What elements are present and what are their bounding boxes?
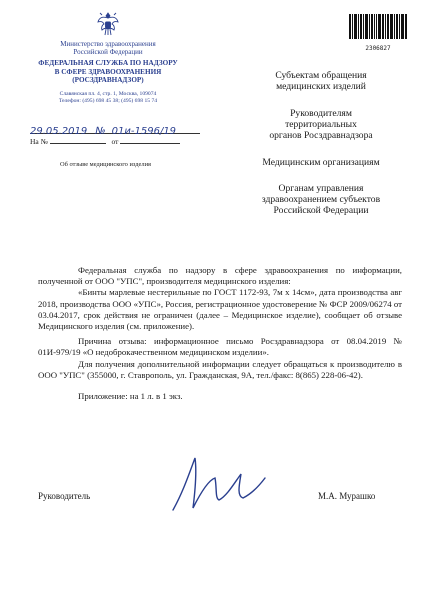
recipient-2: Руководителям территориальных органов Росздравнадзора [269,108,373,141]
reference-line [30,137,200,148]
recipient-1: Субъектам обращения медицинских изделий [275,70,367,92]
registration-date: 29.05.2019 [30,126,88,137]
recipient-3: Медицинским организациям [262,157,380,168]
recipient-4: Органам управления здравоохранением субъектов Российской Федерации [261,183,381,216]
body-paragraph-1: Федеральная служба по надзору в сфере здравоохранения по информации, полученной от ООО "УПС", производителя медицинского изделия: [38,265,402,287]
attachment-note: Приложение: на 1 л. в 1 экз. [78,391,183,402]
agency-address: Славянская пл. 4, стр. 1, Москва, 109074 [59,90,157,97]
signatory-position: Руководитель [38,491,91,501]
ministry-name: Министерство здравоохранения Российской Федерации [60,40,156,56]
letterhead [22,40,194,106]
registration-line [30,121,200,137]
agency-phone: Телефон: (495) 698 45 38; (495) 698 15 74 [58,98,158,105]
agency-name: ФЕДЕРАЛЬНАЯ СЛУЖБА ПО НАДЗОРУ В СФЕРЕ ЗДРАВООХРАНЕНИЯ (РОСЗДРАВНАДЗОР) [38,59,178,85]
signatory-name: М.А. Мурашко [318,491,376,501]
barcode [349,14,407,52]
agency-contacts [22,91,194,106]
coat-of-arms-icon [96,10,120,37]
registration-no-sign: № [95,126,106,137]
body-paragraph-4: Для получения дополнительной информации следует обращаться к производителю в ООО "УПС" (355000, г. Ставрополь, ул. Гражданская, 9А, тел./факс: 8(865) 228-06-42). [38,358,402,380]
recipients [242,70,400,216]
letter-body [38,265,402,402]
barcode-number: 2306827 [365,45,391,52]
letter-subject: Об отзыве медицинского изделия [60,161,151,168]
reference-on-label: На № [30,137,48,146]
body-paragraph-3: Причина отзыва: информационное письмо Росздравнадзора от 08.04.2019 № 01И-979/19 «О недоброкачественном медицинском изделии». [38,336,402,358]
handwritten-signature [165,452,270,517]
reference-from-label: от [111,137,119,146]
body-paragraph-2: «Бинты марлевые нестерильные по ГОСТ 1172-93, 7м х 14см», дата производства авг 2018, производства ООО «УПС», Россия, регистрационное удостоверение № ФСР 2009/06274 от 03.04.2017, срок действия не ограничен (далее – Медицинское изделие), сообщает об отзыве Медицинского изделия (см. приложение). [38,287,402,332]
registration-number: 01и-1596/19 [111,126,177,137]
